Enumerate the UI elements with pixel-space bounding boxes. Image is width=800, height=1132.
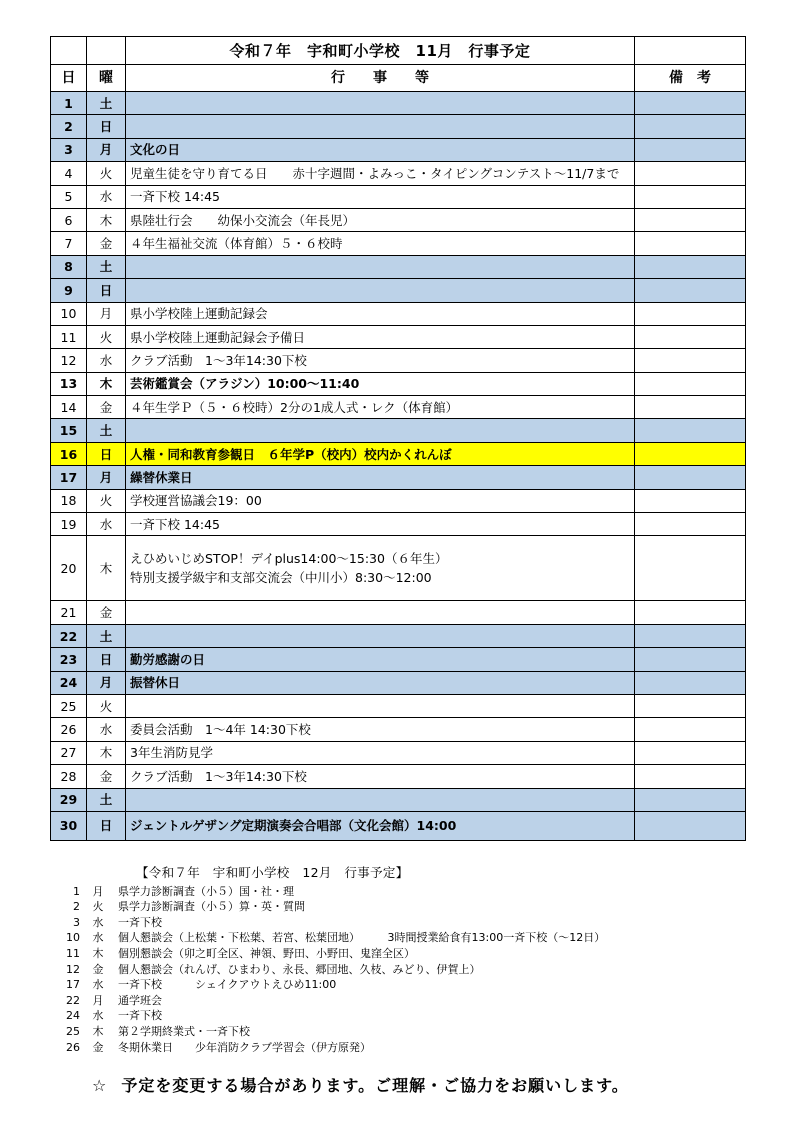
event-text: 文化の日 (126, 138, 635, 161)
weekday: 日 (87, 648, 126, 671)
note-cell (635, 115, 746, 138)
event-text: ４年生福祉交流（体育館）５・６校時 (126, 232, 635, 255)
schedule-row (51, 466, 746, 489)
schedule-row (51, 185, 746, 208)
weekday: 金 (87, 396, 126, 419)
day-number: 27 (51, 741, 87, 764)
day-number: 21 (51, 601, 87, 624)
event-text: 委員会活動 1～4年 14:30下校 (126, 718, 635, 741)
header-notes: 備 考 (635, 65, 746, 92)
note-cell (635, 811, 746, 840)
day-number: 8 (51, 255, 87, 278)
weekday: 金 (87, 601, 126, 624)
december-weekday: 水 (92, 1009, 104, 1023)
december-day: 26 (66, 1040, 80, 1054)
note-cell (635, 694, 746, 717)
note-cell (635, 513, 746, 536)
event-text: 県陸壮行会 幼保小交流会（年長児） (126, 208, 635, 231)
weekday: 土 (87, 255, 126, 278)
december-list (58, 884, 758, 1056)
december-weekday: 月 (92, 993, 104, 1007)
event-text (126, 115, 635, 138)
schedule-row (51, 349, 746, 372)
december-item (58, 1040, 758, 1056)
december-weekday: 木 (92, 1024, 104, 1038)
december-weekday: 水 (92, 915, 104, 929)
december-item (58, 977, 758, 993)
day-number: 1 (51, 92, 87, 115)
note-cell (635, 92, 746, 115)
weekday: 火 (87, 162, 126, 185)
december-event: 県学力診断調査（小５）国・社・理 (118, 884, 294, 898)
december-event: 県学力診断調査（小５）算・英・質問 (118, 900, 305, 914)
day-number: 6 (51, 208, 87, 231)
december-item (58, 930, 758, 946)
december-item (58, 884, 758, 900)
december-item (58, 915, 758, 931)
note-cell (635, 788, 746, 811)
weekday: 日 (87, 279, 126, 302)
note-cell (635, 185, 746, 208)
december-weekday: 水 (92, 931, 104, 945)
weekday: 日 (87, 115, 126, 138)
weekday: 木 (87, 536, 126, 601)
schedule-row (51, 671, 746, 694)
schedule-row (51, 232, 746, 255)
weekday: 土 (87, 624, 126, 647)
event-text: 振替休日 (126, 671, 635, 694)
note-cell (635, 466, 746, 489)
weekday: 火 (87, 694, 126, 717)
december-day: 17 (66, 978, 80, 992)
day-number: 28 (51, 765, 87, 788)
december-item (58, 899, 758, 915)
event-text (126, 624, 635, 647)
note-cell (635, 489, 746, 512)
day-number: 7 (51, 232, 87, 255)
day-number: 24 (51, 671, 87, 694)
schedule-row (51, 741, 746, 764)
note-cell (635, 741, 746, 764)
note-cell (635, 536, 746, 601)
weekday: 火 (87, 325, 126, 348)
december-event: 第２学期終業式・一斉下校 (118, 1024, 250, 1038)
december-weekday: 木 (92, 946, 104, 960)
title-blank-day (51, 37, 87, 65)
note-cell (635, 349, 746, 372)
schedule-row (51, 162, 746, 185)
day-number: 3 (51, 138, 87, 161)
schedule-row (51, 208, 746, 231)
title-row (51, 37, 746, 65)
event-text (126, 788, 635, 811)
day-number: 12 (51, 349, 87, 372)
notice-text: 予定を変更する場合があります。ご理解・ご協力をお願いします。 (121, 1076, 629, 1095)
note-cell (635, 718, 746, 741)
schedule-row (51, 325, 746, 348)
schedule-row (51, 811, 746, 840)
event-text: 児童生徒を守り育てる日 赤十字週間・よみっこ・タイピングコンテスト～11/7まで (126, 162, 635, 185)
schedule-row (51, 765, 746, 788)
december-schedule (58, 865, 758, 1055)
day-number: 4 (51, 162, 87, 185)
december-day: 10 (66, 931, 80, 945)
weekday: 水 (87, 718, 126, 741)
event-text (126, 536, 635, 601)
event-text: クラブ活動 1～3年14:30下校 (126, 349, 635, 372)
header-row (51, 65, 746, 92)
day-number: 25 (51, 694, 87, 717)
schedule-row (51, 372, 746, 395)
weekday: 土 (87, 788, 126, 811)
december-day: 2 (73, 900, 80, 914)
december-event: 個人懇談会（上松葉・下松葉、若宮、松葉団地） 3時間授業給食有13:00一斉下校（～12日） (118, 931, 606, 945)
december-day: 12 (66, 962, 80, 976)
event-text-line1: えひめいじめSTOP！デイplus14:00～15:30（６年生） (130, 551, 448, 567)
event-text: 3年生消防見学 (126, 741, 635, 764)
event-text: 県小学校陸上運動記録会予備日 (126, 325, 635, 348)
weekday: 土 (87, 92, 126, 115)
event-text-line2: 特別支援学級宇和支部交流会（中川小）8:30～12:00 (130, 570, 432, 586)
note-cell (635, 624, 746, 647)
day-number: 2 (51, 115, 87, 138)
event-text: ４年生学Ｐ（５・６校時）2分の1成人式・レク（体育館） (126, 396, 635, 419)
weekday: 月 (87, 671, 126, 694)
schedule-row (51, 279, 746, 302)
note-cell (635, 279, 746, 302)
day-number: 17 (51, 466, 87, 489)
event-text: 県小学校陸上運動記録会 (126, 302, 635, 325)
note-cell (635, 372, 746, 395)
december-event: 一斉下校 (118, 915, 162, 929)
note-cell (635, 232, 746, 255)
day-number: 15 (51, 419, 87, 442)
weekday: 月 (87, 302, 126, 325)
december-item (58, 962, 758, 978)
december-event: 個別懇談会（卯之町全区、神領、野田、小野田、鬼窪全区） (118, 946, 415, 960)
event-text (126, 255, 635, 278)
schedule-row (51, 694, 746, 717)
day-number: 22 (51, 624, 87, 647)
note-cell (635, 255, 746, 278)
day-number: 5 (51, 185, 87, 208)
december-weekday: 火 (92, 900, 104, 914)
event-text: クラブ活動 1～3年14:30下校 (126, 765, 635, 788)
schedule-row (51, 396, 746, 419)
event-text (126, 694, 635, 717)
day-number: 19 (51, 513, 87, 536)
weekday: 水 (87, 349, 126, 372)
schedule-row (51, 255, 746, 278)
weekday: 木 (87, 372, 126, 395)
header-weekday: 曜 (87, 65, 126, 92)
day-number: 14 (51, 396, 87, 419)
december-title: 【令和７年 宇和町小学校 12月 行事予定】 (136, 865, 409, 880)
december-day: 11 (66, 946, 80, 960)
title-blank-notes (635, 37, 746, 65)
note-cell (635, 325, 746, 348)
december-event: 一斉下校 シェイクアウトえひめ11:00 (118, 978, 337, 992)
december-day: 24 (66, 1009, 80, 1023)
schedule-row (51, 648, 746, 671)
weekday: 土 (87, 419, 126, 442)
schedule-row (51, 115, 746, 138)
event-text: 一斉下校 14:45 (126, 185, 635, 208)
schedule-row (51, 601, 746, 624)
december-event: 一斉下校 (118, 1009, 162, 1023)
weekday: 水 (87, 185, 126, 208)
event-text (126, 419, 635, 442)
day-number: 20 (51, 536, 87, 601)
december-day: 3 (73, 915, 80, 929)
note-cell (635, 419, 746, 442)
day-number: 16 (51, 442, 87, 465)
december-event: 通学班会 (118, 993, 162, 1007)
note-cell (635, 442, 746, 465)
schedule-row (51, 419, 746, 442)
weekday: 月 (87, 466, 126, 489)
star-icon: ☆ (92, 1076, 108, 1095)
day-number: 18 (51, 489, 87, 512)
event-text: 芸術鑑賞会（アラジン）10:00～11:40 (126, 372, 635, 395)
day-number: 13 (51, 372, 87, 395)
december-item (58, 946, 758, 962)
weekday: 金 (87, 232, 126, 255)
event-text: 繰替休業日 (126, 466, 635, 489)
schedule-row (51, 138, 746, 161)
december-weekday: 金 (92, 962, 104, 976)
december-weekday: 水 (92, 978, 104, 992)
note-cell (635, 138, 746, 161)
december-weekday: 金 (92, 1040, 104, 1054)
notice (92, 1073, 629, 1096)
schedule-row (51, 92, 746, 115)
header-events: 行 事 等 (126, 65, 635, 92)
december-item (58, 1008, 758, 1024)
weekday: 金 (87, 765, 126, 788)
day-number: 9 (51, 279, 87, 302)
note-cell (635, 396, 746, 419)
event-text (126, 92, 635, 115)
event-text: 人権・同和教育参観日 ６年学P（校内）校内かくれんぼ (126, 442, 635, 465)
december-day: 22 (66, 993, 80, 1007)
note-cell (635, 601, 746, 624)
day-number: 23 (51, 648, 87, 671)
schedule-row (51, 536, 746, 601)
note-cell (635, 162, 746, 185)
weekday: 水 (87, 513, 126, 536)
schedule-row (51, 489, 746, 512)
day-number: 11 (51, 325, 87, 348)
weekday: 月 (87, 138, 126, 161)
event-text (126, 601, 635, 624)
schedule-row (51, 788, 746, 811)
event-text: 一斉下校 14:45 (126, 513, 635, 536)
note-cell (635, 671, 746, 694)
december-event: 冬期休業日 少年消防クラブ学習会（伊方原発） (118, 1040, 371, 1054)
december-event: 個人懇談会（れんげ、ひまわり、永長、郷団地、久枝、みどり、伊賀上） (118, 962, 481, 976)
december-item (58, 993, 758, 1009)
day-number: 29 (51, 788, 87, 811)
event-text: ジェントルゲザング定期演奏会合唱部（文化会館）14:00 (126, 811, 635, 840)
december-weekday: 月 (92, 884, 104, 898)
december-day: 1 (73, 884, 80, 898)
schedule-row (51, 718, 746, 741)
note-cell (635, 648, 746, 671)
event-text: 勤労感謝の日 (126, 648, 635, 671)
event-text: 学校運営協議会19：00 (126, 489, 635, 512)
weekday: 日 (87, 442, 126, 465)
note-cell (635, 765, 746, 788)
schedule-row (51, 624, 746, 647)
page-title: 令和７年 宇和町小学校 11月 行事予定 (126, 37, 635, 65)
weekday: 火 (87, 489, 126, 512)
schedule-row (51, 513, 746, 536)
schedule-table (50, 36, 746, 841)
note-cell (635, 208, 746, 231)
header-day: 日 (51, 65, 87, 92)
day-number: 30 (51, 811, 87, 840)
weekday: 木 (87, 741, 126, 764)
day-number: 10 (51, 302, 87, 325)
title-blank-weekday (87, 37, 126, 65)
december-item (58, 1024, 758, 1040)
weekday: 日 (87, 811, 126, 840)
event-text (126, 279, 635, 302)
weekday: 木 (87, 208, 126, 231)
day-number: 26 (51, 718, 87, 741)
schedule-row (51, 302, 746, 325)
december-day: 25 (66, 1024, 80, 1038)
note-cell (635, 302, 746, 325)
schedule-row (51, 442, 746, 465)
